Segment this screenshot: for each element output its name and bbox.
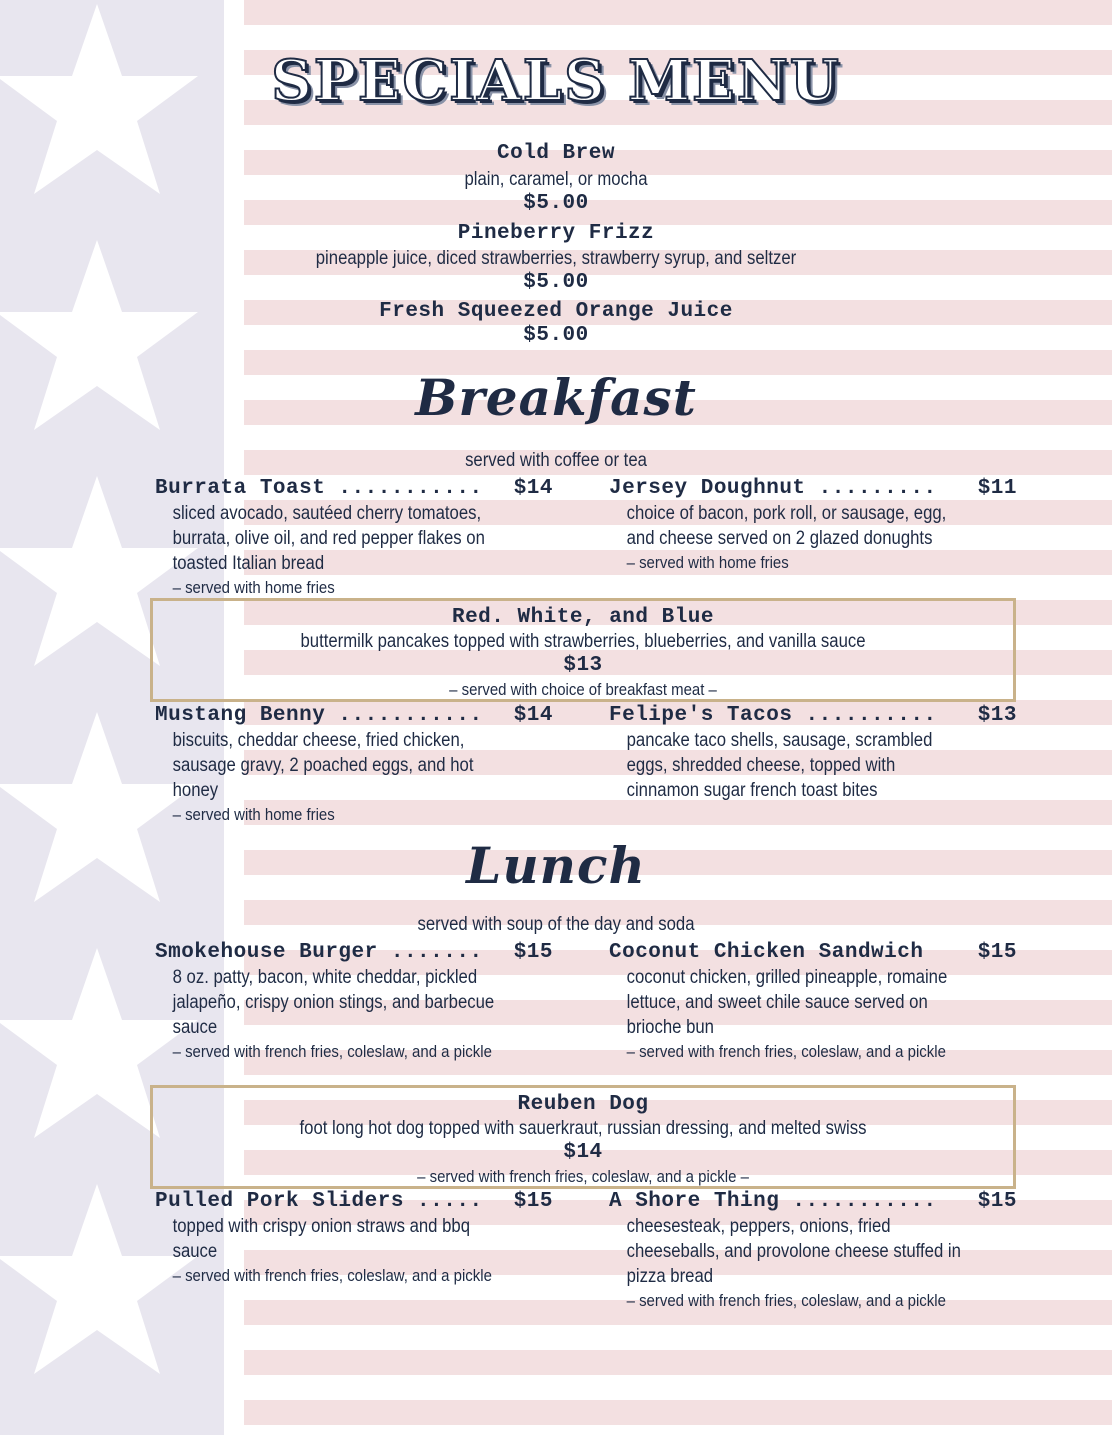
section-note: served with soup of the day and soda xyxy=(417,914,695,935)
item-side: – served with french fries, coleslaw, and a pickle xyxy=(172,1266,492,1285)
item-name: Burrata Toast ........... xyxy=(155,477,483,500)
item-name: Felipe's Tacos .......... xyxy=(609,704,937,727)
drink-name: Pineberry Frizz xyxy=(457,222,655,245)
drink-desc: plain, caramel, or mocha xyxy=(464,169,648,190)
item-desc: biscuits, cheddar cheese, fried chicken, sausage gravy, 2 poached eggs, and hot honey xyxy=(172,730,474,801)
item-price: $14 xyxy=(513,704,553,727)
item-price: $15 xyxy=(977,941,1017,964)
item-price: $14 xyxy=(513,477,553,500)
featured-side: – served with choice of breakfast meat – xyxy=(449,680,717,699)
section-note: served with coffee or tea xyxy=(465,450,647,471)
item-side: – served with home fries xyxy=(626,553,789,572)
item-name: A Shore Thing ........... xyxy=(609,1190,937,1213)
item-side: – served with french fries, coleslaw, and a pickle xyxy=(626,1291,946,1310)
featured-price: $13 xyxy=(563,654,603,677)
featured-name: Red. White, and Blue xyxy=(451,606,715,629)
item-side: – served with french fries, coleslaw, and a pickle xyxy=(172,1042,492,1061)
item-name: Smokehouse Burger ....... xyxy=(155,941,483,964)
item-desc: cheesesteak, peppers, onions, fried cheeseballs, and provolone cheese stuffed in pizza bread xyxy=(626,1216,961,1287)
featured-price: $14 xyxy=(563,1141,603,1164)
item-price: $15 xyxy=(513,941,553,964)
menu-item xyxy=(155,704,585,826)
item-desc: pancake taco shells, sausage, scrambled eggs, shredded cheese, topped with cinnamon sugar french toast bites xyxy=(626,730,933,801)
menu-item xyxy=(609,477,1039,574)
drink-price: $5.00 xyxy=(523,324,589,347)
item-desc: sliced avocado, sautéed cherry tomatoes, burrata, olive oil, and red pepper flakes on toasted Italian bread xyxy=(172,503,485,574)
item-price: $11 xyxy=(977,477,1017,500)
page-title: SPECIALS MENU xyxy=(271,48,841,114)
item-desc: coconut chicken, grilled pineapple, romaine lettuce, and sweet chile sauce served on brioche bun xyxy=(626,967,948,1038)
menu-item xyxy=(155,1190,585,1287)
section-heading-breakfast: Breakfast xyxy=(415,368,697,427)
item-name: Pulled Pork Sliders ..... xyxy=(155,1190,483,1213)
featured-side: – served with french fries, coleslaw, and a pickle – xyxy=(417,1167,749,1186)
featured-item-box xyxy=(150,598,1016,702)
item-price: $15 xyxy=(513,1190,553,1213)
featured-desc: foot long hot dog topped with sauerkraut, russian dressing, and melted swiss xyxy=(299,1118,867,1139)
featured-desc: buttermilk pancakes topped with strawberries, blueberries, and vanilla sauce xyxy=(300,631,866,652)
drink-price: $5.00 xyxy=(523,192,589,215)
drink-name: Fresh Squeezed Orange Juice xyxy=(379,300,733,323)
item-desc: choice of bacon, pork roll, or sausage, egg, and cheese served on 2 glazed donughts xyxy=(626,503,947,549)
featured-name: Reuben Dog xyxy=(517,1093,649,1116)
item-price: $13 xyxy=(977,704,1017,727)
menu-item xyxy=(155,477,585,599)
section-heading-lunch: Lunch xyxy=(466,836,646,895)
menu-item xyxy=(609,704,1039,803)
item-side: – served with french fries, coleslaw, and a pickle xyxy=(626,1042,946,1061)
item-name: Mustang Benny ........... xyxy=(155,704,483,727)
drink-desc: pineapple juice, diced strawberries, strawberry syrup, and seltzer xyxy=(315,248,797,269)
item-desc: topped with crispy onion straws and bbq sauce xyxy=(172,1216,471,1262)
item-side: – served with home fries xyxy=(172,805,335,824)
item-name: Coconut Chicken Sandwich xyxy=(609,941,924,964)
menu-item xyxy=(609,941,1039,1063)
item-name: Jersey Doughnut ......... xyxy=(609,477,937,500)
featured-item-box xyxy=(150,1085,1016,1189)
item-desc: 8 oz. patty, bacon, white cheddar, pickled jalapeño, crispy onion stings, and barbecue sauce xyxy=(172,967,495,1038)
item-price: $15 xyxy=(977,1190,1017,1213)
menu-item xyxy=(155,941,585,1063)
drink-price: $5.00 xyxy=(523,271,589,294)
drink-name: Cold Brew xyxy=(497,142,615,165)
item-side: – served with home fries xyxy=(172,578,335,597)
menu-item xyxy=(609,1190,1039,1312)
